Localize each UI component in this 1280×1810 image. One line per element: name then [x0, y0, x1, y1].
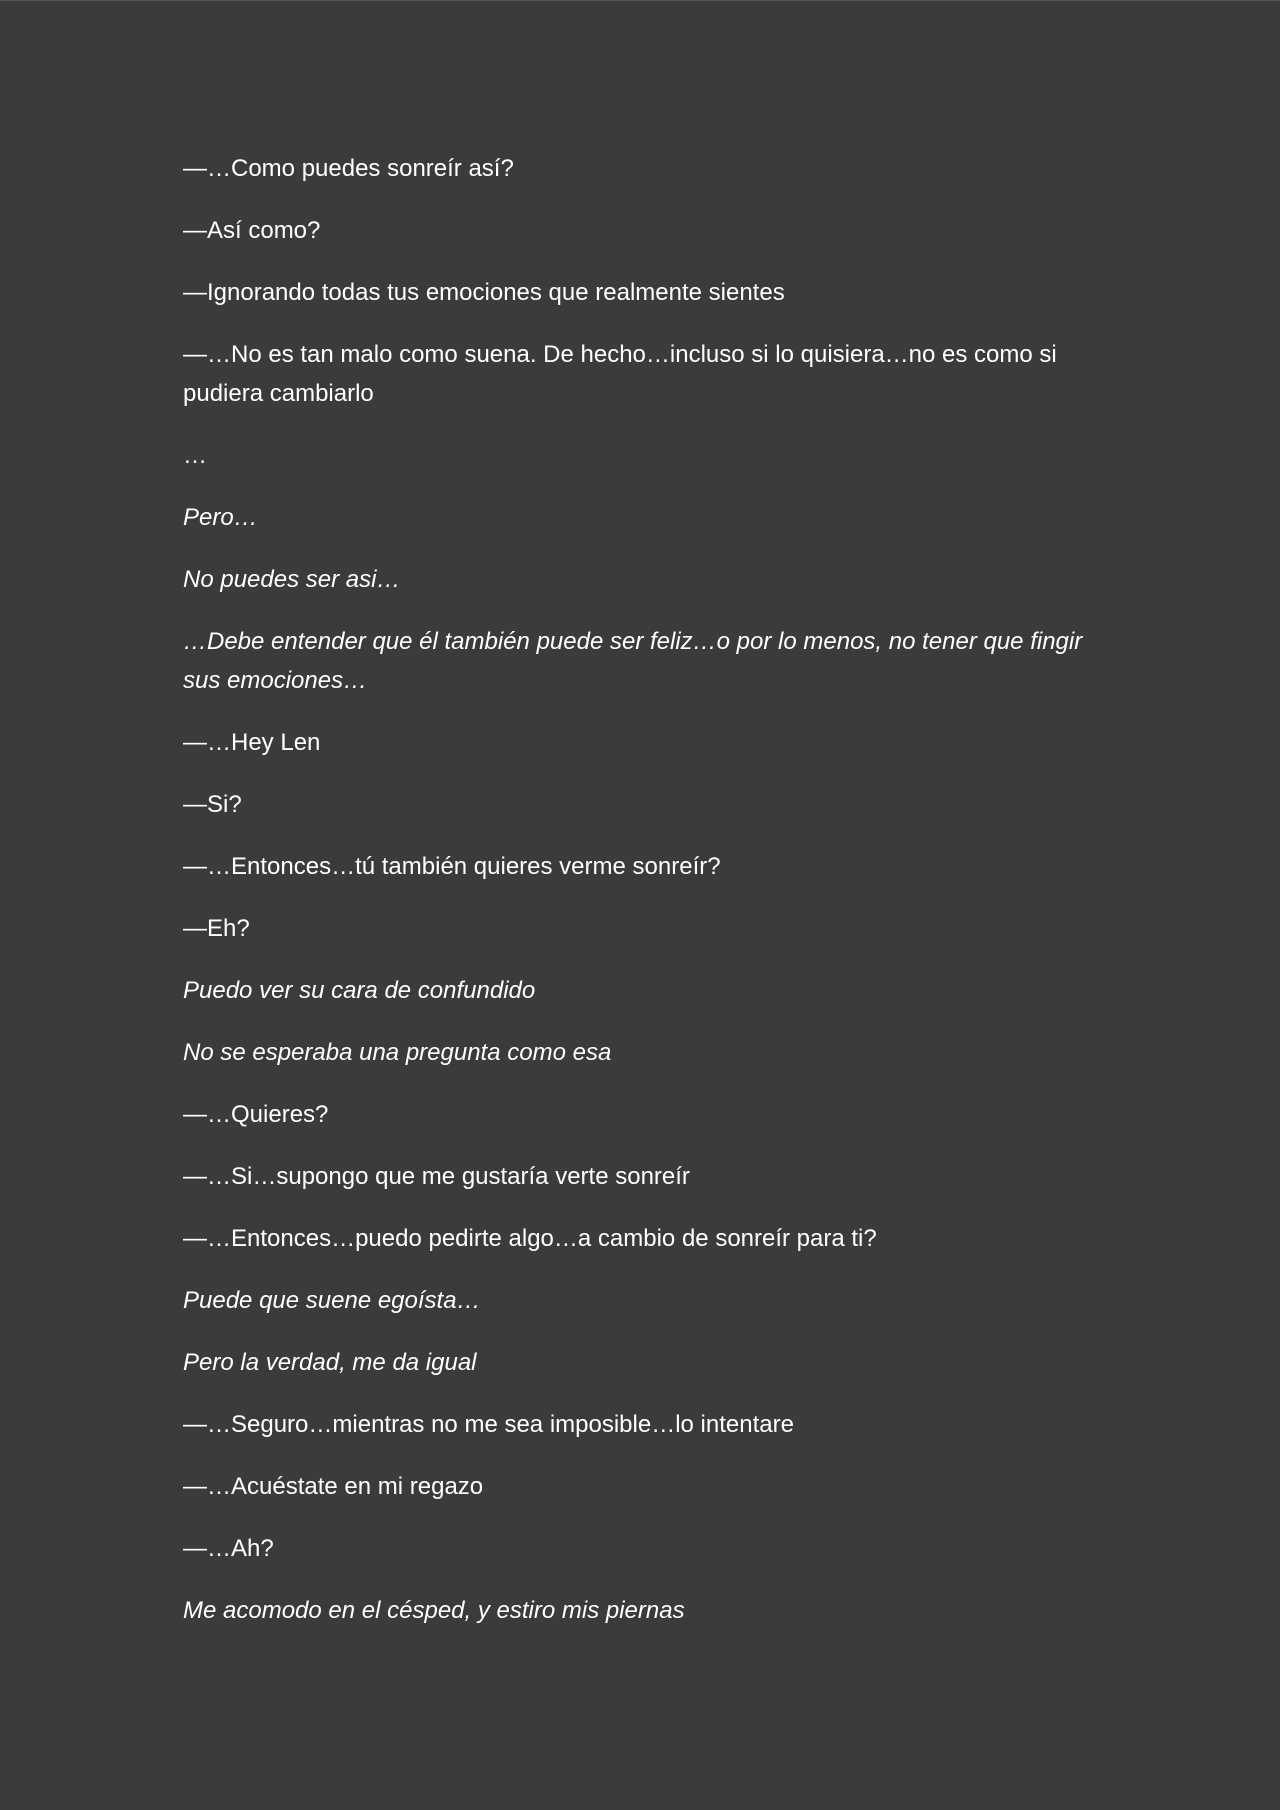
- dialogue-line: —Ignorando todas tus emociones que realmente sientes: [183, 279, 785, 306]
- dialogue-line: —…Si…supongo que me gustaría verte sonreír: [183, 1163, 690, 1190]
- dialogue-line: —…Entonces…puedo pedirte algo…a cambio de sonreír para ti?: [183, 1225, 877, 1252]
- narration-line: Puede que suene egoísta…: [183, 1287, 481, 1314]
- narration-line: …Debe entender que él también puede ser feliz…o por lo menos, no tener que fingir sus emociones…: [183, 628, 1083, 694]
- narration-line: No puedes ser asi…: [183, 566, 401, 593]
- narration-line: Pero…: [183, 504, 258, 531]
- dialogue-line: —…Entonces…tú también quieres verme sonreír?: [183, 853, 721, 880]
- ellipsis-line: …: [183, 442, 207, 469]
- dialogue-line: —…Seguro…mientras no me sea imposible…lo intentare: [183, 1411, 794, 1438]
- narration-line: Me acomodo en el césped, y estiro mis piernas: [183, 1597, 685, 1624]
- narration-line: No se esperaba una pregunta como esa: [183, 1039, 612, 1066]
- dialogue-line: —…Ah?: [183, 1535, 274, 1562]
- dialogue-line: —Si?: [183, 791, 242, 818]
- story-text: [183, 149, 1113, 1653]
- narration-line: Puedo ver su cara de confundido: [183, 977, 536, 1004]
- dialogue-line: —…No es tan malo como suena. De hecho…incluso si lo quisiera…no es como si pudiera cambiarlo: [183, 341, 1057, 407]
- dialogue-line: —…Acuéstate en mi regazo: [183, 1473, 484, 1500]
- dialogue-line: —Eh?: [183, 915, 250, 942]
- dialogue-line: —Así como?: [183, 217, 321, 244]
- dialogue-line: —…Quieres?: [183, 1101, 329, 1128]
- dialogue-line: —…Como puedes sonreír así?: [183, 155, 514, 182]
- narration-line: Pero la verdad, me da igual: [183, 1349, 477, 1376]
- dialogue-line: —…Hey Len: [183, 729, 321, 756]
